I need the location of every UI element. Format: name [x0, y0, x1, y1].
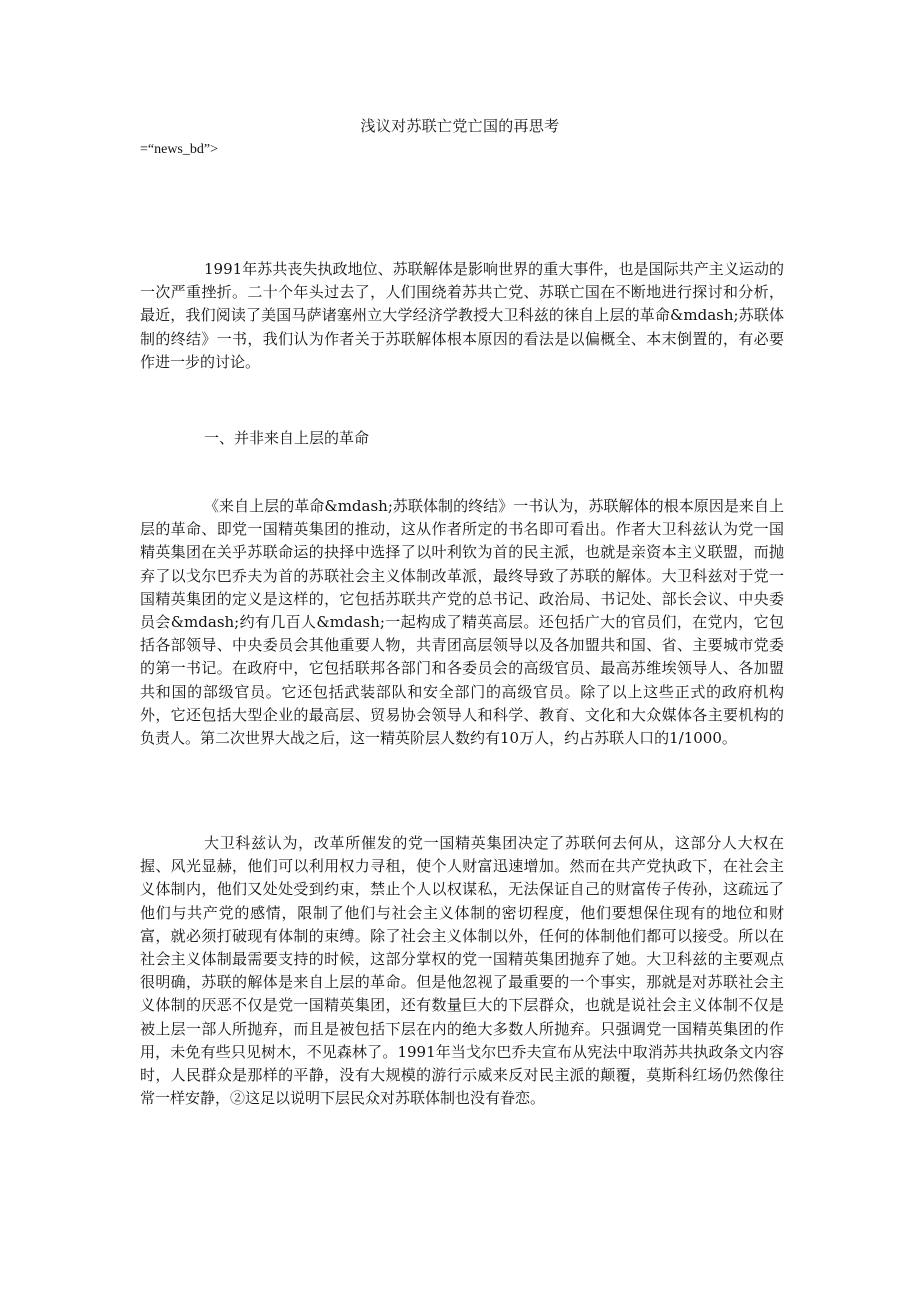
section-heading: 一、并非来自上层的革命 — [204, 429, 370, 447]
paragraph-intro: 1991年苏共丧失执政地位、苏联解体是影响世界的重大事件，也是国际共产主义运动的一次严重挫折。二十个年头过去了，人们围绕着苏共亡党、苏联亡国在不断地进行探讨和分析，最近，我们阅读了美国马萨诸塞州立大学经济学教授大卫科兹的徕自上层的革命&mdash;苏联体制的终结》一书，我们认为作者关于苏联解体根本原因的看法是以偏概全、本末倒置的，有必要作进一步的讨论。 — [140, 260, 784, 371]
paragraph-body-2: 大卫科兹认为，改革所催发的党一国精英集团决定了苏联何去何从，这部分人大权在握、风光显赫，他们可以利用权力寻租，使个人财富迅速增加。然而在共产党执政下，在社会主义体制内，他们又处处受到约束，禁止个人以权谋私，无法保证自己的财富传子传孙，这疏远了他们与共产党的感情，限制了他们与社会主义体制的密切程度，他们要想保住现有的地位和财富，就必须打破现有体制的束缚。除了社会主义体制以外，任何的体制他们都可以接受。所以在社会主义体制最需要支持的时候，这部分掌权的党一国精英集团抛弃了她。大卫科兹的主要观点很明确，苏联的解体是来自上层的革命。但是他忽视了最重要的一个事实，那就是对苏联社会主义体制的厌恶不仅是党一国精英集团，还有数量巨大的下层群众，也就是说社会主义体制不仅是被上层一部人所抛弃，而且是被包括下层在内的绝大多数人所抛弃。只强调党一国精英集团的作用，未免有些只见树木，不见森林了。1991年当戈尔巴乔夫宣布从宪法中取消苏共执政条文内容时，人民群众是那样的平静，没有大规模的游行示威来反对民主派的颠覆，莫斯科红场仍然像往常一样安静，②这足以说明下层民众对苏联体制也没有眷恋。 — [140, 834, 784, 1108]
document-title: 浅议对苏联亡党亡国的再思考 — [360, 117, 560, 135]
paragraph-body-1: 《来自上层的革命&mdash;苏联体制的终结》一书认为，苏联解体的根本原因是来自上层的革命、即党一国精英集团的推动，这从作者所定的书名即可看出。作者大卫科兹认为党一国精英集团在关乎苏联命运的抉择中选择了以叶利钦为首的民主派，也就是亲资本主义联盟，而抛弃了以戈尔巴乔夫为首的苏联社会主义体制改革派，最终导致了苏联的解体。大卫科兹对于党一国精英集团的定义是这样的，它包括苏联共产党的总书记、政治局、书记处、部长会议、中央委员会&mdash;约有几百人&mdash;一起构成了精英高层。还包括广大的官员们，在党内，它包括各部领导、中央委员会其他重要人物，共青团高层领导以及各加盟共和国、省、主要城市党委的第一书记。在政府中，它包括联邦各部门和各委员会的高级官员、最高苏维埃领导人、各加盟共和国的部级官员。它还包括武装部队和安全部门的高级官员。除了以上这些正式的政府机构外，它还包括大型企业的最高层、贸易协会领导人和科学、教育、文化和大众媒体各主要机构的负责人。第二次世界大战之后，这一精英阶层人数约有10万人，约占苏联人口的1/1000。 — [140, 497, 784, 748]
stray-markup-text: =“news_bd”> — [140, 142, 218, 157]
